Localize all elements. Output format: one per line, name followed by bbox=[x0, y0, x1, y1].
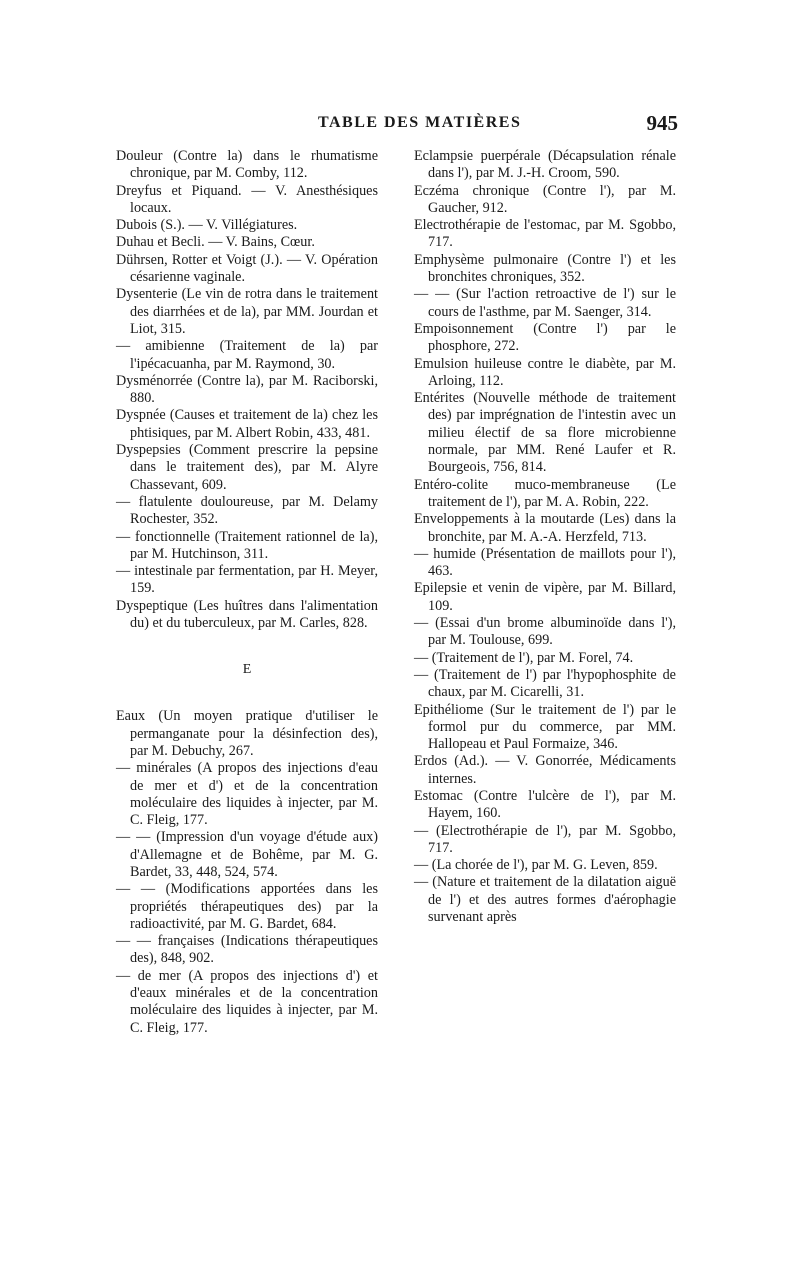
index-entry: — fonctionnelle (Traitement rationnel de la), par M. Hutchinson, 311. bbox=[116, 528, 378, 562]
index-entry: Epilepsie et venin de vipère, par M. Billard, 109. bbox=[414, 580, 676, 614]
index-entry: — intestinale par fermentation, par H. Meyer, 159. bbox=[116, 563, 378, 597]
index-entry: Entérites (Nouvelle méthode de traitement des) par imprégnation de l'intestin avec un milieu électif de sa flore microbienne normale, par MM. René Laufer et R. Bourgeois, 756, 814. bbox=[414, 390, 676, 476]
index-entry: Empoisonnement (Contre l') par le phosphore, 272. bbox=[414, 320, 676, 355]
index-entry: — (Traitement de l') par l'hypophosphite de chaux, par M. Cicarelli, 31. bbox=[414, 666, 676, 701]
right-column bbox=[414, 148, 676, 926]
index-entry: Electrothérapie de l'estomac, par M. Sgobbo, 717. bbox=[414, 217, 676, 251]
index-entry: — — (Modifications apportées dans les propriétés thérapeutiques des) par la radioactivité, par M. G. Bardet, 684. bbox=[116, 881, 378, 932]
index-entry: — (Nature et traitement de la dilatation aiguë de l') et des autres formes d'aérophagie survenant après bbox=[414, 874, 676, 926]
index-entry: — — (Sur l'action retroactive de l') sur le cours de l'asthme, par M. Saenger, 314. bbox=[414, 286, 676, 320]
index-entry: Duhau et Becli. — V. Bains, Cœur. bbox=[116, 234, 315, 251]
index-entry: Dysenterie (Le vin de rotra dans le traitement des diarrhées et de la), par MM. Jourdan et Liot, 315. bbox=[116, 286, 378, 337]
index-entry: Enveloppements à la moutarde (Les) dans la bronchite, par M. A.-A. Herzfeld, 713. bbox=[414, 511, 676, 545]
index-entry: Entéro-colite muco-membraneuse (Le traitement de l'), par M. A. Robin, 222. bbox=[414, 476, 676, 510]
index-entry: — de mer (A propos des injections d') et d'eaux minérales et de la concentration moléculaire des liquides à injecter, par M. C. Fleig, 177. bbox=[116, 967, 378, 1036]
index-entry: Dysménorrée (Contre la), par M. Raciborski, 880. bbox=[116, 372, 378, 407]
section-letter: E bbox=[242, 662, 252, 678]
index-entry: Dührsen, Rotter et Voigt (J.). — V. Opération césarienne vaginale. bbox=[116, 251, 378, 286]
index-entry: — (Essai d'un brome albuminoïde dans l'), par M. Toulouse, 699. bbox=[414, 615, 676, 649]
index-entry: Douleur (Contre la) dans le rhumatisme chronique, par M. Comby, 112. bbox=[116, 148, 378, 182]
running-title: TABLE DES MATIÈRES bbox=[318, 114, 522, 131]
index-entry: — flatulente douloureuse, par M. Delamy Rochester, 352. bbox=[116, 493, 378, 528]
index-entry: Dyspnée (Causes et traitement de la) chez les phtisiques, par M. Albert Robin, 433, 481. bbox=[116, 407, 378, 441]
index-entry: Erdos (Ad.). — V. Gonorrée, Médicaments internes. bbox=[414, 753, 676, 787]
index-entry: Emphysème pulmonaire (Contre l') et les bronchites chroniques, 352. bbox=[414, 251, 676, 286]
index-entry: Dyspepsies (Comment prescrire la pepsine dans le traitement des), par M. Alyre Chassevant, 609. bbox=[116, 442, 378, 493]
index-entry: Eczéma chronique (Contre l'), par M. Gaucher, 912. bbox=[414, 182, 676, 216]
left-column bbox=[116, 148, 378, 1037]
index-entry: Eclampsie puerpérale (Décapsulation rénale dans l'), par M. J.-H. Croom, 590. bbox=[414, 148, 676, 182]
index-entry: Eaux (Un moyen pratique d'utiliser le permanganate pour la désinfection des), par M. Debuchy, 267. bbox=[116, 708, 378, 759]
index-entry: Emulsion huileuse contre le diabète, par M. Arloing, 112. bbox=[414, 355, 676, 389]
index-entry: Epithéliome (Sur le traitement de l') par le formol pur du commerce, par MM. Hallopeau et Paul Formaize, 346. bbox=[414, 701, 676, 753]
index-entry: Dyspeptique (Les huîtres dans l'alimentation du) et du tuberculeux, par M. Carles, 828. bbox=[116, 597, 378, 632]
index-entry: Dubois (S.). — V. Villégiatures. bbox=[116, 217, 298, 234]
index-entry: — — (Impression d'un voyage d'étude aux) d'Allemagne et de Bohême, par M. G. Bardet, 33, 448, 524, 574. bbox=[116, 829, 378, 880]
page-header bbox=[118, 111, 678, 136]
index-entry: — (Traitement de l'), par M. Forel, 74. bbox=[414, 649, 634, 666]
index-entry: Estomac (Contre l'ulcère de l'), par M. Hayem, 160. bbox=[414, 787, 676, 822]
index-entry: — (Electrothérapie de l'), par M. Sgobbo, 717. bbox=[414, 822, 676, 856]
index-entry: — amibienne (Traitement de la) par l'ipécacuanha, par M. Raymond, 30. bbox=[116, 338, 378, 372]
index-entry: — (La chorée de l'), par M. G. Leven, 859. bbox=[414, 857, 658, 874]
index-entry: — — françaises (Indications thérapeutiques des), 848, 902. bbox=[116, 933, 378, 967]
index-entry: Dreyfus et Piquand. — V. Anesthésiques locaux. bbox=[116, 182, 378, 216]
index-entry: — minérales (A propos des injections d'eau de mer et d') et de la concentration moléculaire des liquides à injecter, par M. C. Fleig, 177. bbox=[116, 760, 378, 829]
page-number: 945 bbox=[646, 111, 678, 135]
index-entry: — humide (Présentation de maillots pour l'), 463. bbox=[414, 545, 676, 580]
